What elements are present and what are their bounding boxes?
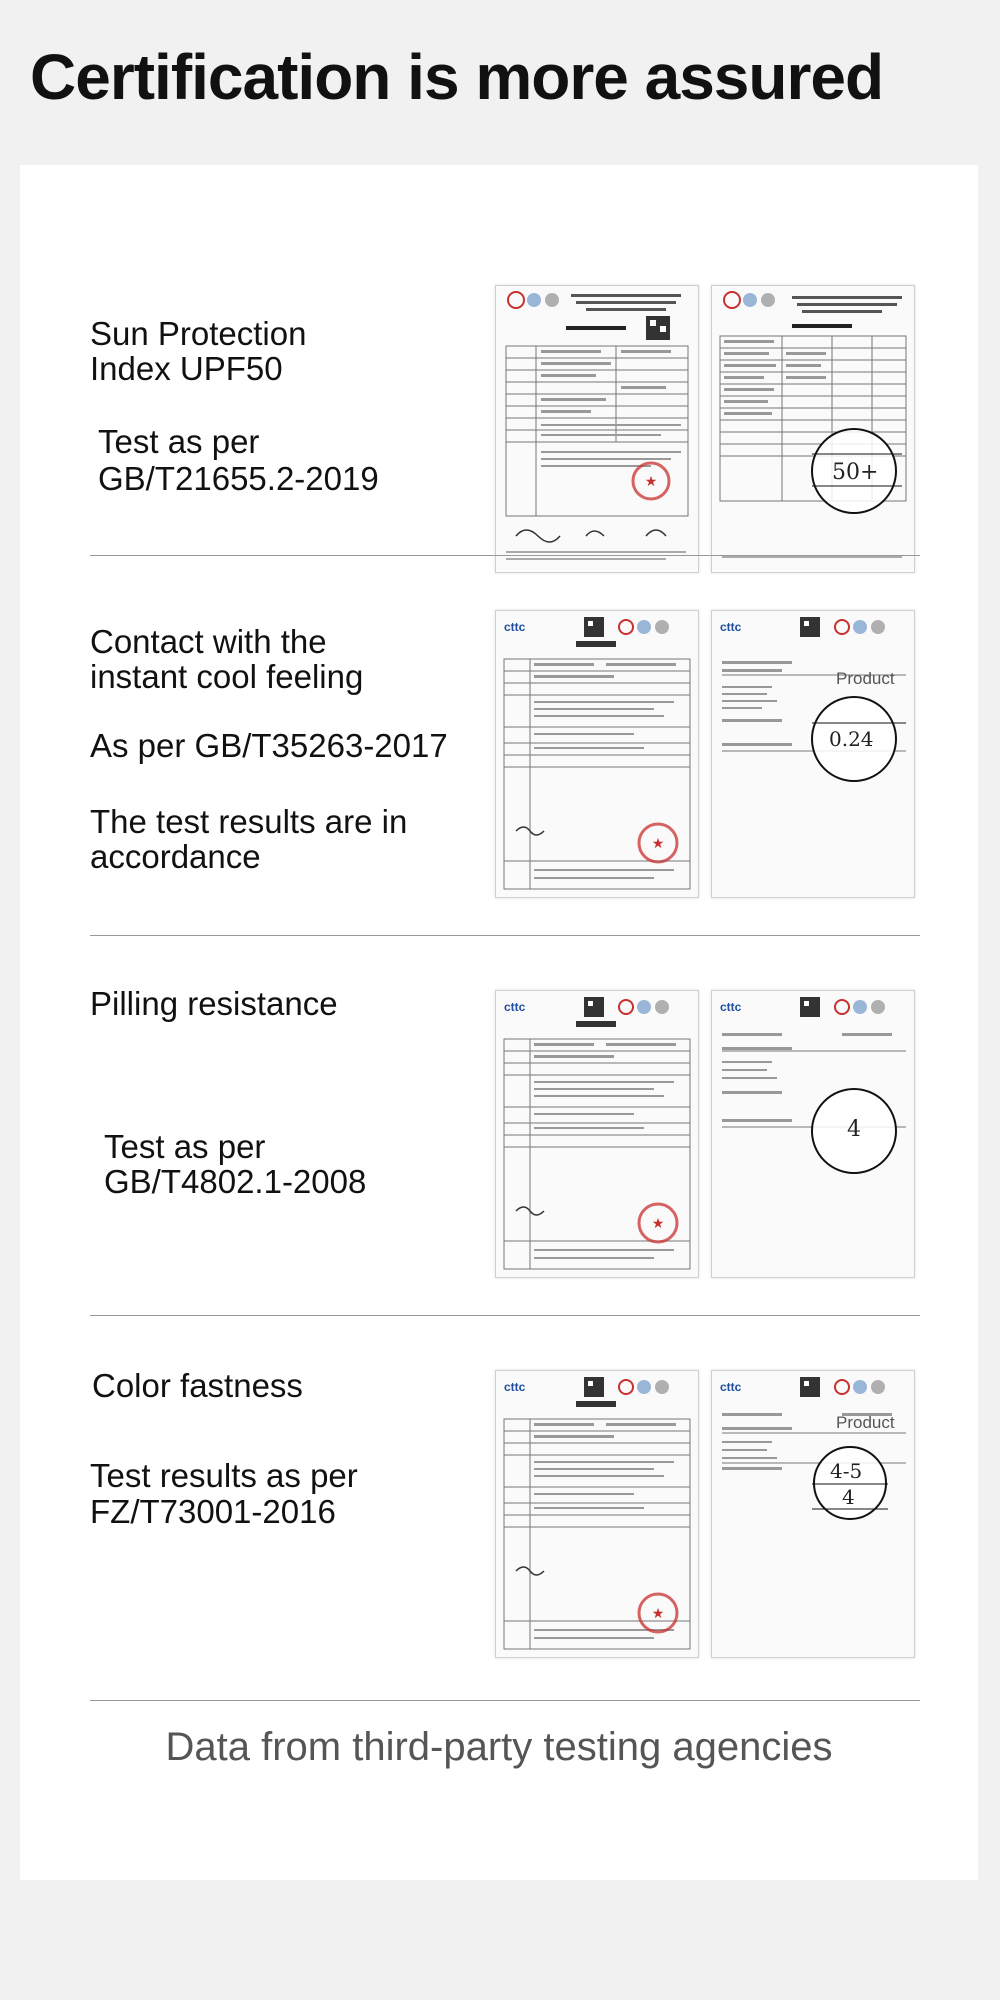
result-value: 4 (842, 1485, 855, 1509)
section-line: Color fastness (92, 1367, 303, 1404)
section-line: Index UPF50 (90, 350, 283, 387)
product-label: Product (836, 669, 895, 688)
section-divider (90, 935, 920, 936)
svg-text:cttc: cttc (720, 620, 742, 634)
section-line: accordance (90, 838, 261, 875)
certificate-pair (495, 1370, 915, 1660)
test-report-result (711, 1370, 915, 1658)
section-text (90, 965, 470, 1265)
result-value: 4-5 (830, 1459, 863, 1483)
section-line: Test as per (98, 423, 260, 460)
report-table-icon (712, 611, 914, 897)
svg-text:★: ★ (644, 473, 658, 489)
section-line: instant cool feeling (90, 658, 364, 695)
test-report-page (495, 285, 699, 573)
section-line: FZ/T73001-2016 (90, 1493, 336, 1530)
result-value: 50+ (832, 460, 879, 485)
test-report-result (711, 610, 915, 898)
report-table-icon (712, 991, 914, 1277)
svg-text:★: ★ (651, 835, 665, 851)
section-divider (90, 555, 920, 556)
section-line: GB/T21655.2-2019 (98, 460, 379, 497)
svg-text:cttc: cttc (504, 1000, 526, 1014)
report-table-icon (712, 286, 914, 572)
footer-note: Data from third-party testing agencies (165, 1725, 833, 1769)
content-card (20, 165, 978, 1880)
section-line: Contact with the (90, 623, 327, 660)
test-report-page (495, 990, 699, 1278)
report-document-icon (496, 611, 698, 897)
report-document-icon (496, 991, 698, 1277)
certificate-pair (495, 285, 915, 575)
certificate-pair (495, 610, 915, 900)
svg-text:cttc: cttc (504, 1380, 526, 1394)
section-line: Sun Protection (90, 315, 307, 352)
section-divider (90, 1315, 920, 1316)
product-label: Product (836, 1413, 895, 1432)
section-upf (90, 225, 920, 525)
test-report-page (495, 1370, 699, 1658)
section-text (90, 585, 470, 885)
section-line: Test results as per (90, 1457, 358, 1494)
section-line: Pilling resistance (90, 985, 338, 1022)
certificate-pair (495, 990, 915, 1280)
section-text (90, 225, 470, 525)
result-value: 4 (847, 1117, 861, 1142)
report-document-icon (496, 286, 698, 572)
result-value: 0.24 (829, 727, 874, 751)
section-line: As per GB/T35263-2017 (90, 727, 448, 764)
section-cool-feeling (90, 585, 920, 885)
test-report-page (495, 610, 699, 898)
section-color-fastness (90, 1345, 920, 1645)
svg-text:★: ★ (651, 1605, 665, 1621)
section-pilling (90, 965, 920, 1265)
page-title: Certification is more assured (30, 41, 884, 113)
test-report-appendix (711, 285, 915, 573)
section-divider (90, 1700, 920, 1701)
svg-text:★: ★ (651, 1215, 665, 1231)
report-document-icon (496, 1371, 698, 1657)
svg-text:cttc: cttc (720, 1380, 742, 1394)
section-line: Test as per (104, 1128, 266, 1165)
svg-text:cttc: cttc (504, 620, 526, 634)
section-text (90, 1345, 470, 1645)
section-line: The test results are in (90, 803, 408, 840)
section-line: GB/T4802.1-2008 (104, 1163, 367, 1200)
test-report-result (711, 990, 915, 1278)
svg-text:cttc: cttc (720, 1000, 742, 1014)
